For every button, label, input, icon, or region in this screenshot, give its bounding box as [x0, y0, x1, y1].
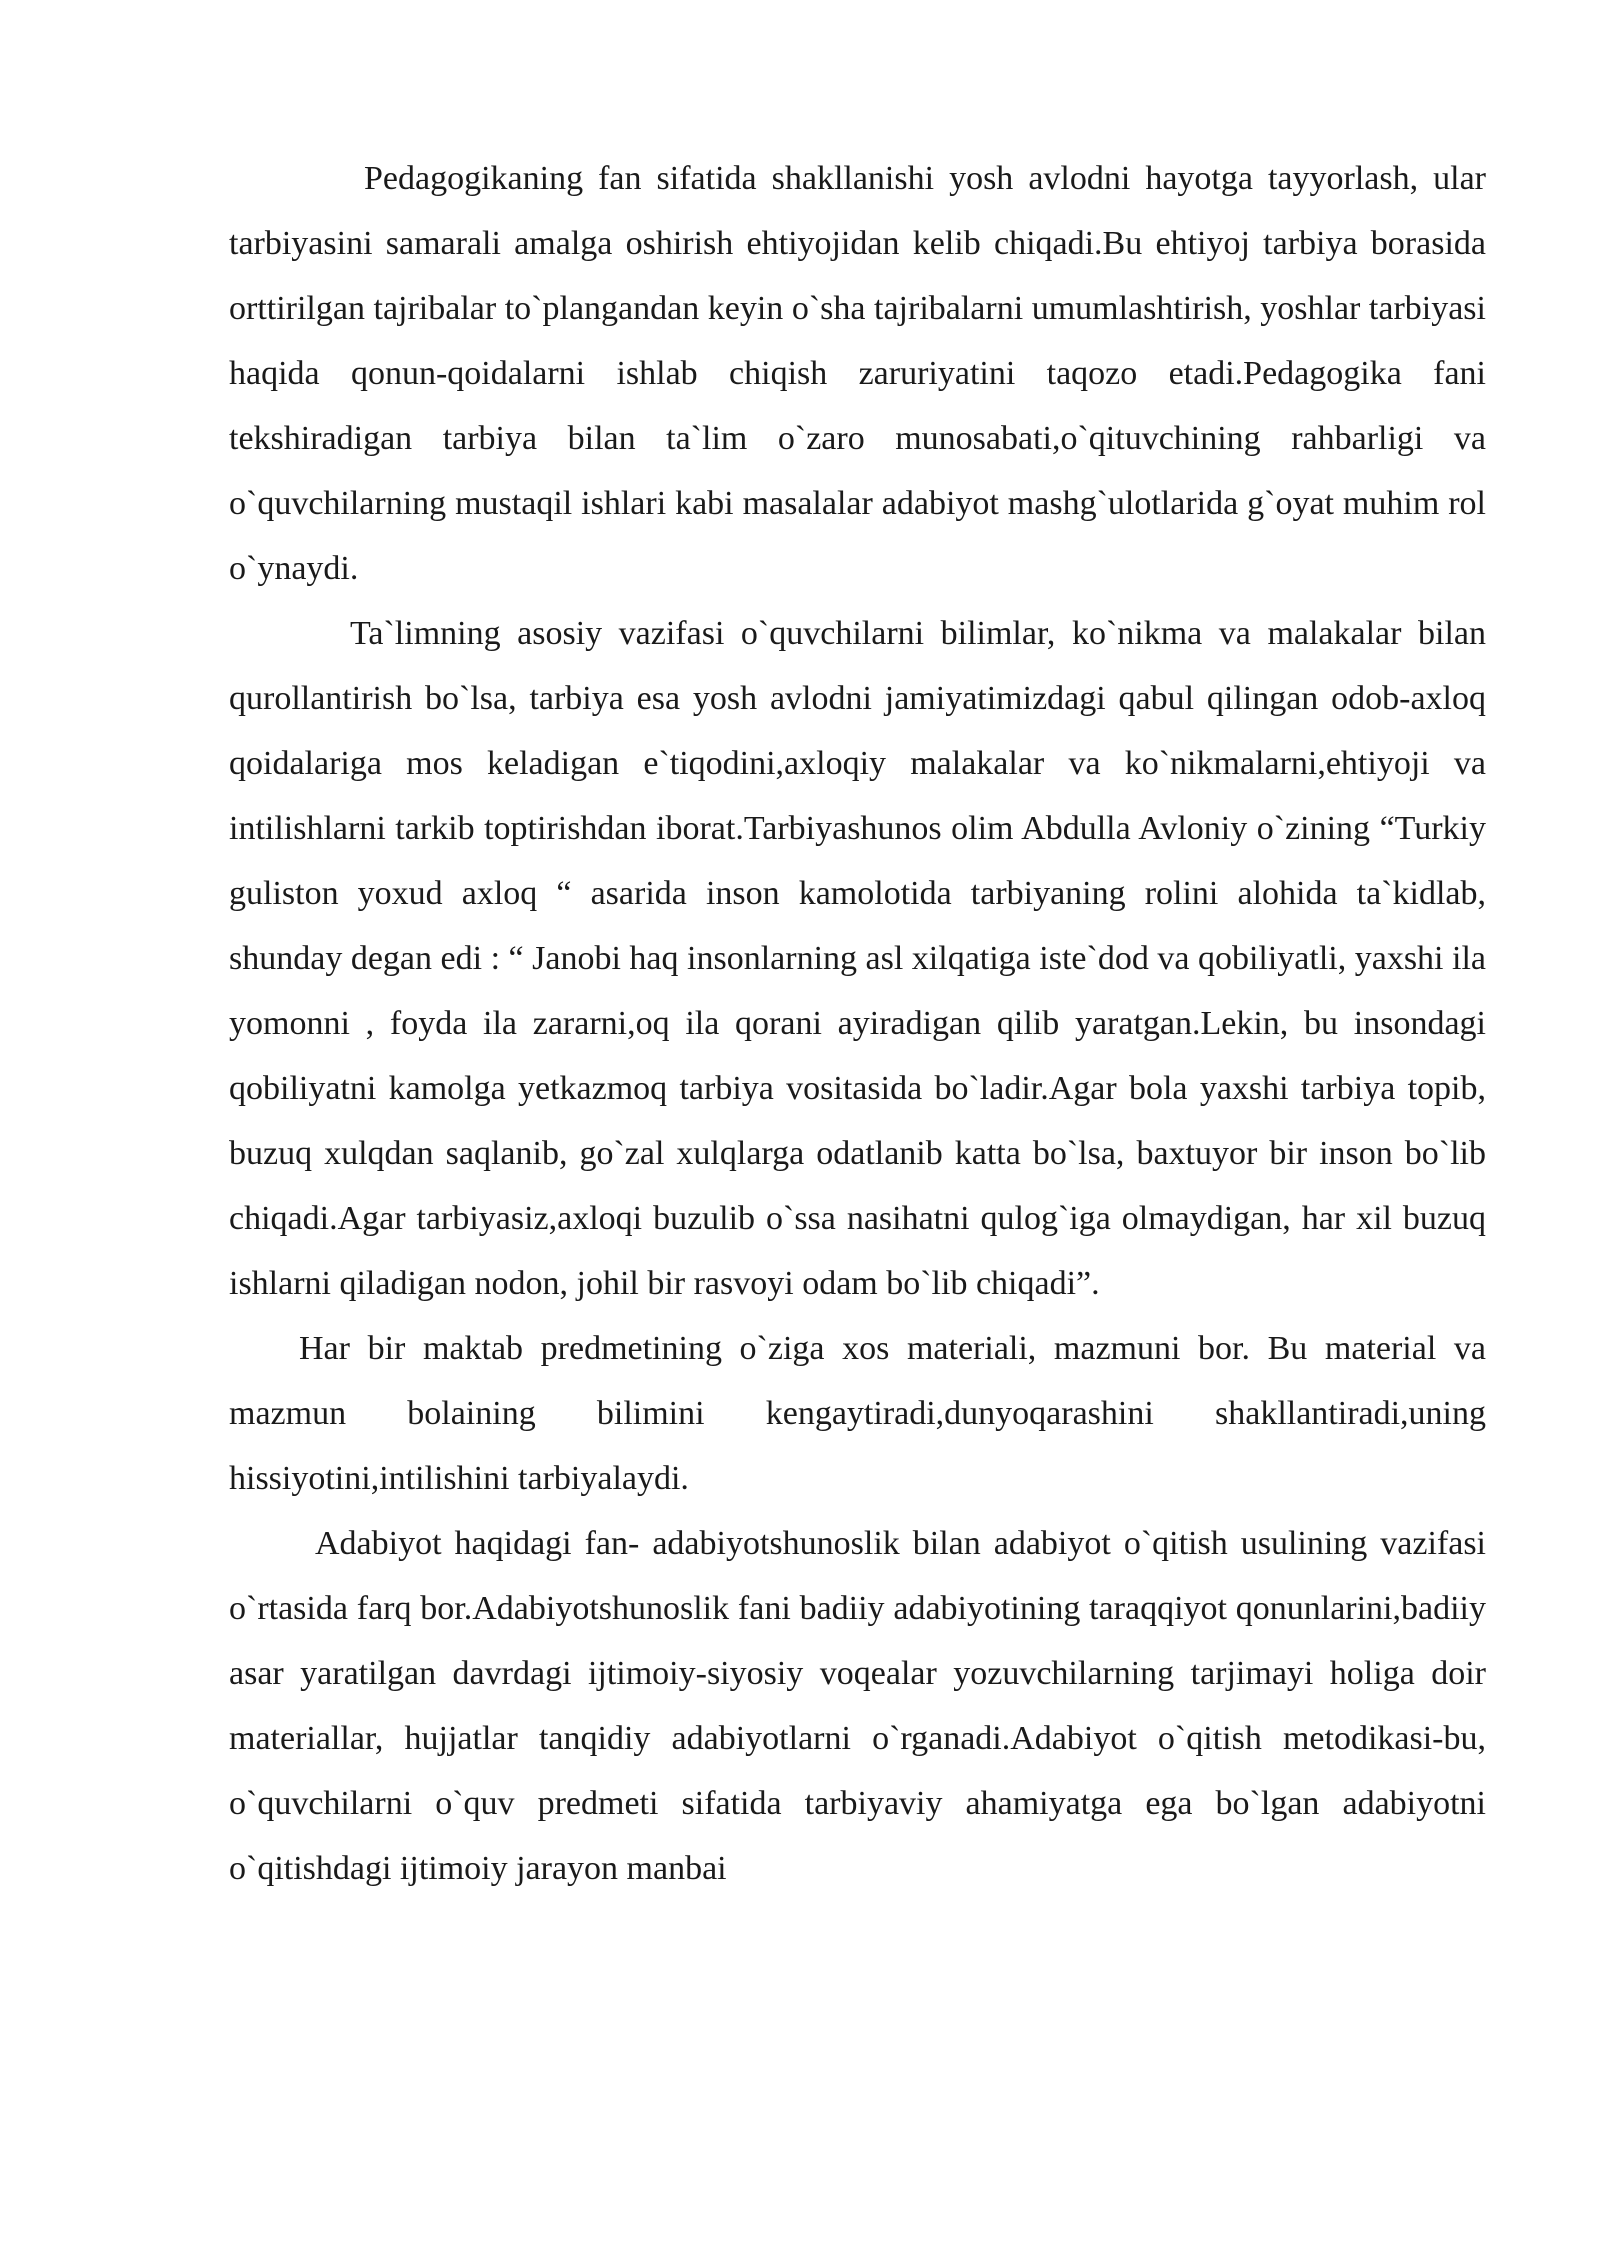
paragraph-education-tasks: Ta`limning asosiy vazifasi o`quvchilarni bilimlar, ko`nikma va malakalar bilan qurollantirish bo`lsa, tarbiya esa yosh avlodni jamiyatimizdagi qabul qilingan odob-axloq qoidalariga mos keladigan e`tiqodini,axloqiy malakalar va ko`nikmalarni,ehtiyoji va intilishlarni tarkib toptirishdan iborat.Tarbiyashunos olim Abdulla Avloniy o`zining “Turkiy guliston yoxud axloq “ asarida inson kamolotida tarbiyaning rolini alohida ta`kidlab, shunday degan edi : “ Janobi haq insonlarning asl xilqatiga iste`dod va qobiliyatli, yaxshi ila yomonni , foyda ila zararni,oq ila qorani ayiradigan qilib yaratgan.Lekin, bu insondagi qobiliyatni kamolga yetkazmoq tarbiya vositasida bo`ladir.Agar bola yaxshi tarbiya topib, buzuq xulqdan saqlanib, go`zal xulqlarga odatlanib katta bo`lsa, baxtuyor bir inson bo`lib chiqadi.Agar tarbiyasiz,axloqi buzulib o`ssa nasihatni qulog`iga olmaydigan, har xil buzuq ishlarni qiladigan nodon, johil bir rasvoyi odam bo`lib chiqadi”. — [229, 615, 1486, 1302]
paragraph-school-subjects: Har bir maktab predmetining o`ziga xos materiali, mazmuni bor. Bu material va mazmun bolaining bilimini kengaytiradi,dunyoqarashini shakllantiradi,uning hissiyotini,intilishini tarbiyalaydi. — [229, 1330, 1486, 1497]
paragraph-literary-studies: Adabiyot haqidagi fan- adabiyotshunoslik bilan adabiyot o`qitish usulining vazifasi o`rtasida farq bor.Adabiyotshunoslik fani badiiy adabiyotining taraqqiyot qonunlarini,badiiy asar yaratilgan davrdagi ijtimoiy-siyosiy voqealar yozuvchilarning tarjimayi holiga doir materiallar, hujjatlar tanqidiy adabiyotlarni o`rganadi.Adabiyot o`qitish metodikasi-bu, o`quvchilarni o`quv predmeti sifatida tarbiyaviy ahamiyatga ega bo`lgan adabiyotni o`qitishdagi ijtimoiy jarayon manbai — [229, 1525, 1486, 1887]
paragraph-pedagogy-origin: Pedagogikaning fan sifatida shakllanishi yosh avlodni hayotga tayyorlash, ular tarbiyasini samarali amalga oshirish ehtiyojidan kelib chiqadi.Bu ehtiyoj tarbiya borasida orttirilgan tajribalar to`plangandan keyin o`sha tajribalarni umumlashtirish, yoshlar tarbiyasi haqida qonun-qoidalarni ishlab chiqish zaruriyatini taqozo etadi.Pedagogika fani tekshiradigan tarbiya bilan ta`lim o`zaro munosabati,o`qituvchining rahbarligi va o`quvchilarning mustaqil ishlari kabi masalalar adabiyot mashg`ulotlarida g`oyat muhim rol o`ynaydi. — [229, 160, 1486, 587]
document-body — [229, 146, 1486, 1901]
